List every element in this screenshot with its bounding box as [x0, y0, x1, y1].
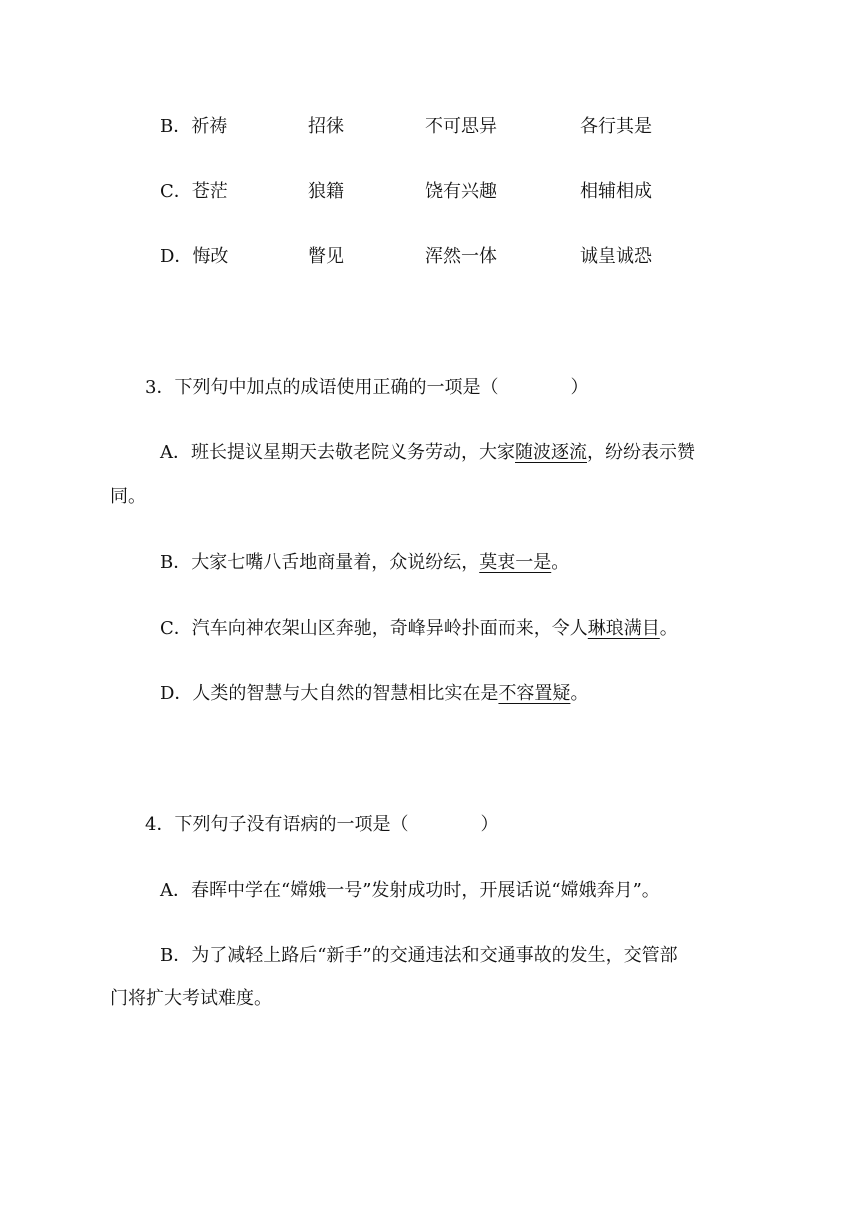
option-word: 诚皇诚恐 [580, 246, 652, 267]
text: D．人类的智慧与大自然的智慧相比实在是 [160, 683, 499, 704]
text: 。 [551, 552, 570, 573]
text: A．班长提议星期天去敬老院义务劳动，大家 [160, 442, 515, 463]
option-word: 饶有兴趣 [425, 181, 497, 202]
q3-option-a-continued: 同。 [110, 486, 146, 507]
q3-option-d [160, 681, 588, 707]
option-label-and-word-1 [160, 114, 227, 140]
text: 。 [659, 618, 678, 639]
q4-stem: 4．下列句子没有语病的一项是（ ） [145, 814, 499, 835]
option-label: B． [160, 116, 192, 137]
option-word: 苍茫 [191, 181, 228, 202]
text: C．汽车向神农架山区奔驰，奇峰异岭扑面而来，令人 [160, 618, 588, 639]
underlined-idiom: 不容置疑 [498, 683, 571, 704]
underlined-idiom: 琳琅满目 [587, 618, 660, 639]
option-word: 瞥见 [308, 246, 344, 267]
option-word: 狼籍 [308, 181, 344, 202]
q2-option-c [0, 179, 860, 205]
option-word: 祈祷 [191, 116, 228, 137]
option-label: C． [160, 181, 192, 202]
option-word: 相辅相成 [580, 181, 652, 202]
text: ，纷纷表示赞 [587, 442, 695, 463]
option-word: 各行其是 [580, 116, 652, 137]
text: B．大家七嘴八舌地商量着，众说纷纭， [160, 552, 480, 573]
underlined-idiom: 莫衷一是 [479, 552, 552, 573]
option-word: 悔改 [192, 246, 229, 267]
q3-option-b [160, 550, 569, 576]
option-word: 招徕 [308, 116, 344, 137]
q3-option-c [160, 616, 678, 642]
underlined-idiom: 随波逐流 [515, 442, 587, 463]
q3-stem: 3．下列句中加点的成语使用正确的一项是（ ） [145, 377, 589, 398]
option-word: 不可思异 [425, 116, 497, 137]
q2-option-d [0, 244, 860, 270]
text: 。 [570, 683, 589, 704]
q4-option-a: A．春晖中学在“嫦娥一号”发射成功时，开展话说“嫦娥奔月”。 [160, 880, 660, 901]
option-label: D． [160, 246, 193, 267]
q3-option-a [160, 440, 695, 466]
q2-option-b [0, 114, 860, 140]
q4-option-b-continued: 门将扩大考试难度。 [110, 988, 272, 1009]
option-label-and-word-1 [160, 244, 228, 270]
q4-option-b: B．为了减轻上路后“新手”的交通违法和交通事故的发生，交管部 [160, 945, 678, 966]
option-label-and-word-1 [160, 179, 228, 205]
option-word: 浑然一体 [425, 246, 497, 267]
